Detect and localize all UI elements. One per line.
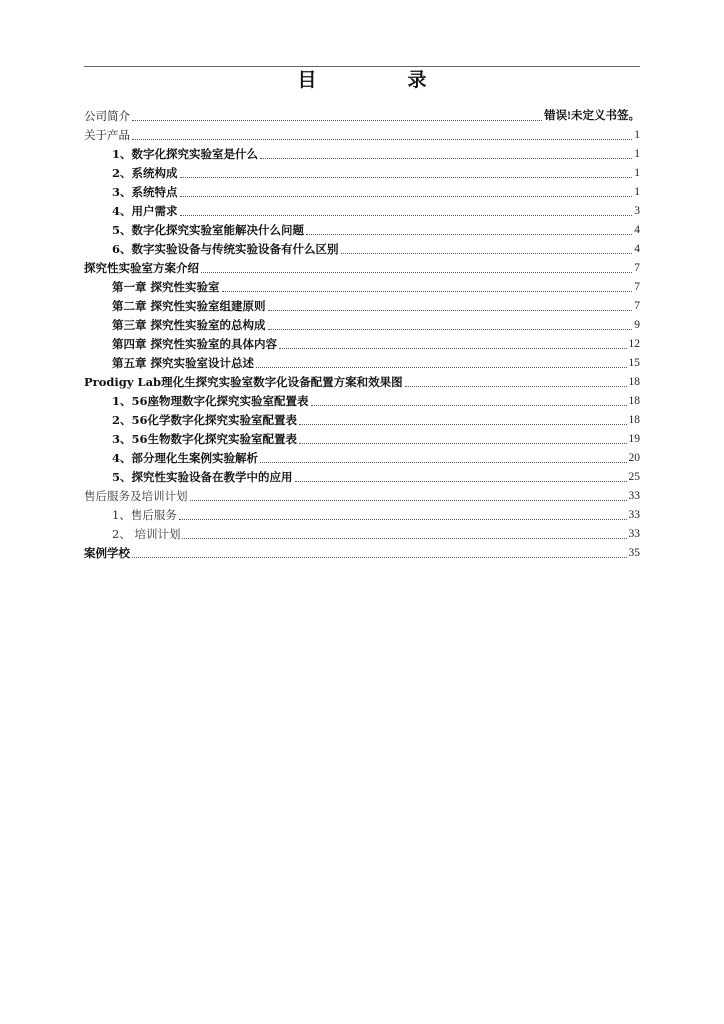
toc-entry-label[interactable]: Prodigy Lab理化生探究实验室数字化设备配置方案和效果图 — [84, 375, 403, 389]
toc-entry-label[interactable]: 1、56座物理数字化探究实验室配置表 — [112, 394, 309, 408]
toc-entry-label[interactable]: 公司简介 — [84, 109, 130, 123]
toc-entry-page-number: 33 — [628, 490, 640, 502]
toc-entry-page-number: 18 — [628, 376, 640, 388]
toc-dot-leader — [299, 443, 626, 444]
toc-entry[interactable] — [84, 485, 640, 504]
toc-entry[interactable] — [84, 200, 640, 219]
toc-dot-leader — [179, 519, 627, 520]
toc-entry-page-number: 7 — [634, 281, 640, 293]
toc-dot-leader — [132, 139, 632, 140]
toc-dot-leader — [268, 329, 633, 330]
toc-entry[interactable] — [84, 314, 640, 333]
table-of-contents — [84, 105, 640, 561]
toc-entry-label[interactable]: 5、探究性实验设备在教学中的应用 — [112, 470, 293, 484]
toc-entry-page-number: 3 — [634, 205, 640, 217]
toc-dot-leader — [201, 272, 632, 273]
toc-entry-label[interactable]: 3、系统特点 — [112, 185, 178, 199]
toc-dot-leader — [260, 462, 626, 463]
toc-entry[interactable] — [84, 105, 640, 124]
toc-entry-page-number: 1 — [634, 167, 640, 179]
toc-entry-label[interactable]: 售后服务及培训计划 — [84, 489, 188, 503]
toc-entry-label[interactable]: 3、56生物数字化探究实验室配置表 — [112, 432, 298, 446]
toc-entry[interactable] — [84, 371, 640, 390]
toc-entry[interactable] — [84, 466, 640, 485]
toc-dot-leader — [182, 538, 626, 539]
toc-entry-label[interactable]: 第四章 探究性实验室的具体内容 — [112, 337, 278, 351]
toc-entry-label[interactable]: 第二章 探究性实验室组建原则 — [112, 299, 266, 313]
toc-entry[interactable] — [84, 257, 640, 276]
toc-entry[interactable] — [84, 333, 640, 352]
toc-entry-page-number: 33 — [628, 509, 640, 521]
toc-entry-label[interactable]: 案例学校 — [84, 546, 130, 560]
toc-entry-page-number: 7 — [634, 262, 640, 274]
toc-entry[interactable] — [84, 542, 640, 561]
toc-entry-page-number: 1 — [634, 148, 640, 160]
toc-entry[interactable] — [84, 181, 640, 200]
toc-entry[interactable] — [84, 295, 640, 314]
toc-entry[interactable] — [84, 143, 640, 162]
toc-entry-page-number: 12 — [628, 338, 640, 350]
toc-entry[interactable] — [84, 276, 640, 295]
toc-dot-leader — [295, 481, 627, 482]
toc-entry-page-number: 18 — [628, 395, 640, 407]
toc-dot-leader — [132, 120, 542, 121]
toc-entry-label[interactable]: 4、用户需求 — [112, 204, 178, 218]
toc-entry-page-number: 33 — [628, 528, 640, 540]
toc-entry-label[interactable]: 2、56化学数字化探究实验室配置表 — [112, 413, 298, 427]
toc-entry-page-number: 4 — [634, 224, 640, 236]
toc-entry-page-number: 20 — [628, 452, 640, 464]
toc-entry-label[interactable]: 第一章 探究性实验室 — [112, 280, 220, 294]
toc-dot-leader — [222, 291, 633, 292]
toc-entry[interactable] — [84, 352, 640, 371]
toc-entry-label[interactable]: 关于产品 — [84, 128, 130, 142]
toc-entry-label[interactable]: 4、部分理化生案例实验解析 — [112, 451, 259, 465]
toc-entry-page-number: 18 — [628, 414, 640, 426]
toc-entry-label[interactable]: 1、数字化探究实验室是什么 — [112, 147, 259, 161]
toc-entry-label[interactable]: 第三章 探究性实验室的总构成 — [112, 318, 266, 332]
toc-entry-page-number: 4 — [634, 243, 640, 255]
toc-entry-page-number: 35 — [628, 547, 640, 559]
toc-entry[interactable] — [84, 447, 640, 466]
toc-dot-leader — [306, 234, 632, 235]
toc-entry[interactable] — [84, 162, 640, 181]
toc-dot-leader — [279, 348, 626, 349]
toc-dot-leader — [190, 500, 627, 501]
toc-entry-error: 错误!未定义书签。 — [544, 110, 640, 122]
toc-entry-label[interactable]: 2、系统构成 — [112, 166, 178, 180]
toc-entry-label[interactable]: 5、数字化探究实验室能解决什么问题 — [112, 223, 304, 237]
toc-entry-label[interactable]: 2、 培训计划 — [112, 527, 181, 541]
toc-dot-leader — [311, 405, 627, 406]
toc-entry-label[interactable]: 6、数字实验设备与传统实验设备有什么区别 — [112, 242, 339, 256]
toc-title: 目 录 — [297, 69, 463, 91]
toc-entry-page-number: 1 — [634, 186, 640, 198]
toc-dot-leader — [180, 196, 633, 197]
toc-dot-leader — [180, 177, 633, 178]
toc-entry[interactable] — [84, 504, 640, 523]
toc-entry-page-number: 7 — [634, 300, 640, 312]
toc-dot-leader — [268, 310, 633, 311]
toc-entry-page-number: 19 — [628, 433, 640, 445]
toc-dot-leader — [260, 158, 632, 159]
toc-entry-page-number: 9 — [634, 319, 640, 331]
toc-entry[interactable] — [84, 523, 640, 542]
toc-entry-page-number: 15 — [628, 357, 640, 369]
toc-dot-leader — [341, 253, 633, 254]
toc-entry[interactable] — [84, 238, 640, 257]
toc-entry[interactable] — [84, 409, 640, 428]
toc-entry[interactable] — [84, 390, 640, 409]
toc-entry-label[interactable]: 探究性实验室方案介绍 — [84, 261, 199, 275]
toc-entry[interactable] — [84, 219, 640, 238]
header-rule — [84, 66, 640, 67]
toc-dot-leader — [180, 215, 633, 216]
toc-entry-label[interactable]: 1、售后服务 — [112, 508, 177, 522]
toc-dot-leader — [405, 386, 627, 387]
toc-entry[interactable] — [84, 428, 640, 447]
toc-entry-page-number: 1 — [634, 129, 640, 141]
toc-dot-leader — [132, 557, 627, 558]
toc-entry[interactable] — [84, 124, 640, 143]
toc-dot-leader — [256, 367, 626, 368]
toc-dot-leader — [299, 424, 626, 425]
toc-entry-page-number: 25 — [628, 471, 640, 483]
toc-entry-label[interactable]: 第五章 探究实验室设计总述 — [112, 356, 255, 370]
